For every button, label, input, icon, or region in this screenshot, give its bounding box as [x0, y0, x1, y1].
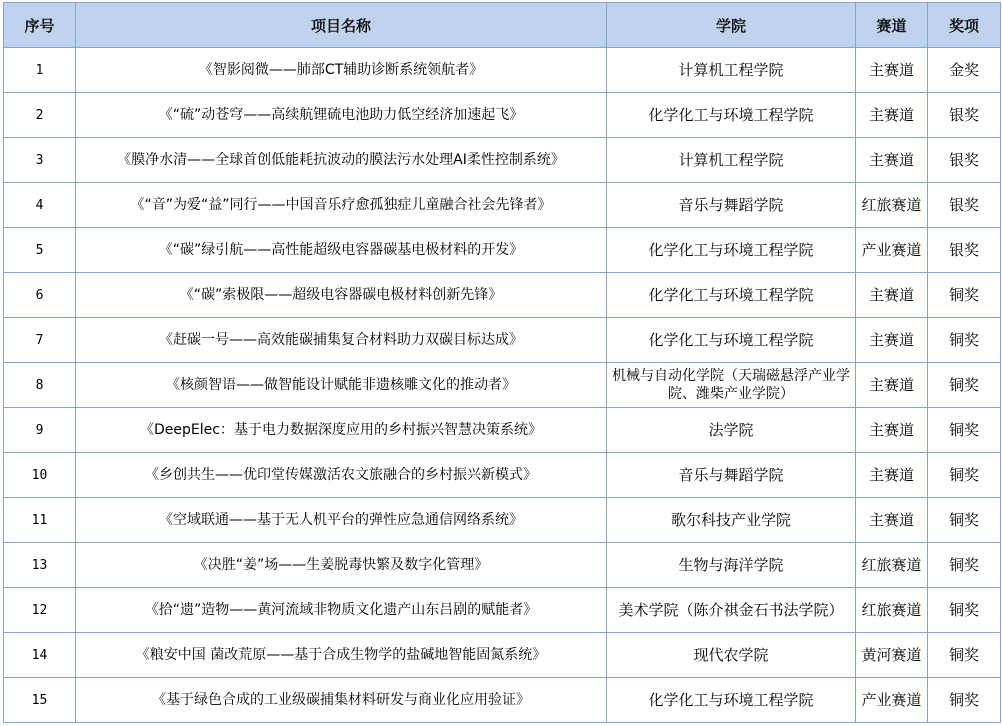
header-no: 序号 [4, 3, 76, 48]
cell-project-name: 《赶碳一号——高效能碳捕集复合材料助力双碳目标达成》 [76, 318, 607, 363]
cell-no: 7 [4, 318, 76, 363]
table-row [4, 363, 1001, 408]
table-row [4, 48, 1001, 93]
cell-track: 产业赛道 [856, 678, 928, 723]
cell-track: 主赛道 [856, 318, 928, 363]
cell-no: 15 [4, 678, 76, 723]
cell-college: 化学化工与环境工程学院 [607, 93, 856, 138]
cell-track: 红旅赛道 [856, 588, 928, 633]
cell-award: 铜奖 [928, 678, 1001, 723]
table-row [4, 543, 1001, 588]
cell-project-name: 《核颜智语——做智能设计赋能非遗核雕文化的推动者》 [76, 363, 607, 408]
cell-no: 13 [4, 543, 76, 588]
cell-track: 主赛道 [856, 138, 928, 183]
cell-award: 铜奖 [928, 633, 1001, 678]
cell-track: 主赛道 [856, 48, 928, 93]
cell-college: 化学化工与环境工程学院 [607, 678, 856, 723]
cell-project-name: 《决胜“姜”场——生姜脱毒快繁及数字化管理》 [76, 543, 607, 588]
table-row [4, 588, 1001, 633]
cell-project-name: 《膜净水清——全球首创低能耗抗波动的膜法污水处理AI柔性控制系统》 [76, 138, 607, 183]
cell-no: 2 [4, 93, 76, 138]
table-body [4, 48, 1001, 723]
cell-college: 现代农学院 [607, 633, 856, 678]
cell-project-name: 《拾“遗”造物——黄河流域非物质文化遗产山东吕剧的赋能者》 [76, 588, 607, 633]
header-award: 奖项 [928, 3, 1001, 48]
cell-award: 银奖 [928, 93, 1001, 138]
table-row [4, 408, 1001, 453]
header-track: 赛道 [856, 3, 928, 48]
cell-college: 美术学院（陈介祺金石书法学院） [607, 588, 856, 633]
cell-award: 铜奖 [928, 408, 1001, 453]
cell-college: 化学化工与环境工程学院 [607, 318, 856, 363]
cell-no: 9 [4, 408, 76, 453]
cell-college: 计算机工程学院 [607, 138, 856, 183]
table-row [4, 273, 1001, 318]
cell-project-name: 《“音”为爱“益”同行——中国音乐疗愈孤独症儿童融合社会先锋者》 [76, 183, 607, 228]
header-row [4, 3, 1001, 48]
cell-track: 主赛道 [856, 498, 928, 543]
cell-award: 银奖 [928, 138, 1001, 183]
cell-project-name: 《乡创共生——优印堂传媒激活农文旅融合的乡村振兴新模式》 [76, 453, 607, 498]
table-row [4, 183, 1001, 228]
cell-no: 4 [4, 183, 76, 228]
cell-college: 歌尔科技产业学院 [607, 498, 856, 543]
cell-college: 法学院 [607, 408, 856, 453]
cell-project-name: 《空域联通——基于无人机平台的弹性应急通信网络系统》 [76, 498, 607, 543]
cell-track: 红旅赛道 [856, 183, 928, 228]
cell-track: 黄河赛道 [856, 633, 928, 678]
cell-project-name: 《DeepElec：基于电力数据深度应用的乡村振兴智慧决策系统》 [76, 408, 607, 453]
cell-track: 主赛道 [856, 453, 928, 498]
cell-project-name: 《基于绿色合成的工业级碳捕集材料研发与商业化应用验证》 [76, 678, 607, 723]
cell-project-name: 《“硫”动苍穹——高续航锂硫电池助力低空经济加速起飞》 [76, 93, 607, 138]
cell-no: 11 [4, 498, 76, 543]
cell-college: 化学化工与环境工程学院 [607, 273, 856, 318]
cell-no: 3 [4, 138, 76, 183]
cell-award: 铜奖 [928, 453, 1001, 498]
cell-no: 12 [4, 588, 76, 633]
cell-track: 红旅赛道 [856, 543, 928, 588]
cell-project-name: 《粮安中国 菌改荒原——基于合成生物学的盐碱地智能固氮系统》 [76, 633, 607, 678]
cell-award: 铜奖 [928, 318, 1001, 363]
cell-award: 铜奖 [928, 588, 1001, 633]
cell-award: 铜奖 [928, 363, 1001, 408]
cell-award: 铜奖 [928, 273, 1001, 318]
cell-track: 主赛道 [856, 93, 928, 138]
cell-award: 银奖 [928, 228, 1001, 273]
cell-award: 铜奖 [928, 543, 1001, 588]
cell-no: 5 [4, 228, 76, 273]
cell-award: 金奖 [928, 48, 1001, 93]
cell-award: 银奖 [928, 183, 1001, 228]
cell-college: 计算机工程学院 [607, 48, 856, 93]
table-header [4, 3, 1001, 48]
cell-project-name: 《“碳”绿引航——高性能超级电容器碳基电极材料的开发》 [76, 228, 607, 273]
header-college: 学院 [607, 3, 856, 48]
cell-track: 主赛道 [856, 408, 928, 453]
cell-college: 化学化工与环境工程学院 [607, 228, 856, 273]
header-project-name: 项目名称 [76, 3, 607, 48]
cell-college: 音乐与舞蹈学院 [607, 183, 856, 228]
cell-no: 1 [4, 48, 76, 93]
table-row [4, 138, 1001, 183]
cell-project-name: 《“碳”索极限——超级电容器碳电极材料创新先锋》 [76, 273, 607, 318]
cell-award: 铜奖 [928, 498, 1001, 543]
table-row [4, 678, 1001, 723]
cell-no: 10 [4, 453, 76, 498]
cell-no: 6 [4, 273, 76, 318]
table-row [4, 633, 1001, 678]
cell-no: 14 [4, 633, 76, 678]
cell-track: 产业赛道 [856, 228, 928, 273]
cell-track: 主赛道 [856, 363, 928, 408]
table-row [4, 318, 1001, 363]
cell-college: 生物与海洋学院 [607, 543, 856, 588]
cell-track: 主赛道 [856, 273, 928, 318]
table-row [4, 93, 1001, 138]
cell-no: 8 [4, 363, 76, 408]
table-row [4, 498, 1001, 543]
table-row [4, 228, 1001, 273]
table-row [4, 453, 1001, 498]
cell-college: 音乐与舞蹈学院 [607, 453, 856, 498]
award-table [3, 2, 1001, 723]
cell-project-name: 《智影阅微——肺部CT辅助诊断系统领航者》 [76, 48, 607, 93]
cell-college: 机械与自动化学院（天瑞磁悬浮产业学院、潍柴产业学院） [607, 363, 856, 408]
